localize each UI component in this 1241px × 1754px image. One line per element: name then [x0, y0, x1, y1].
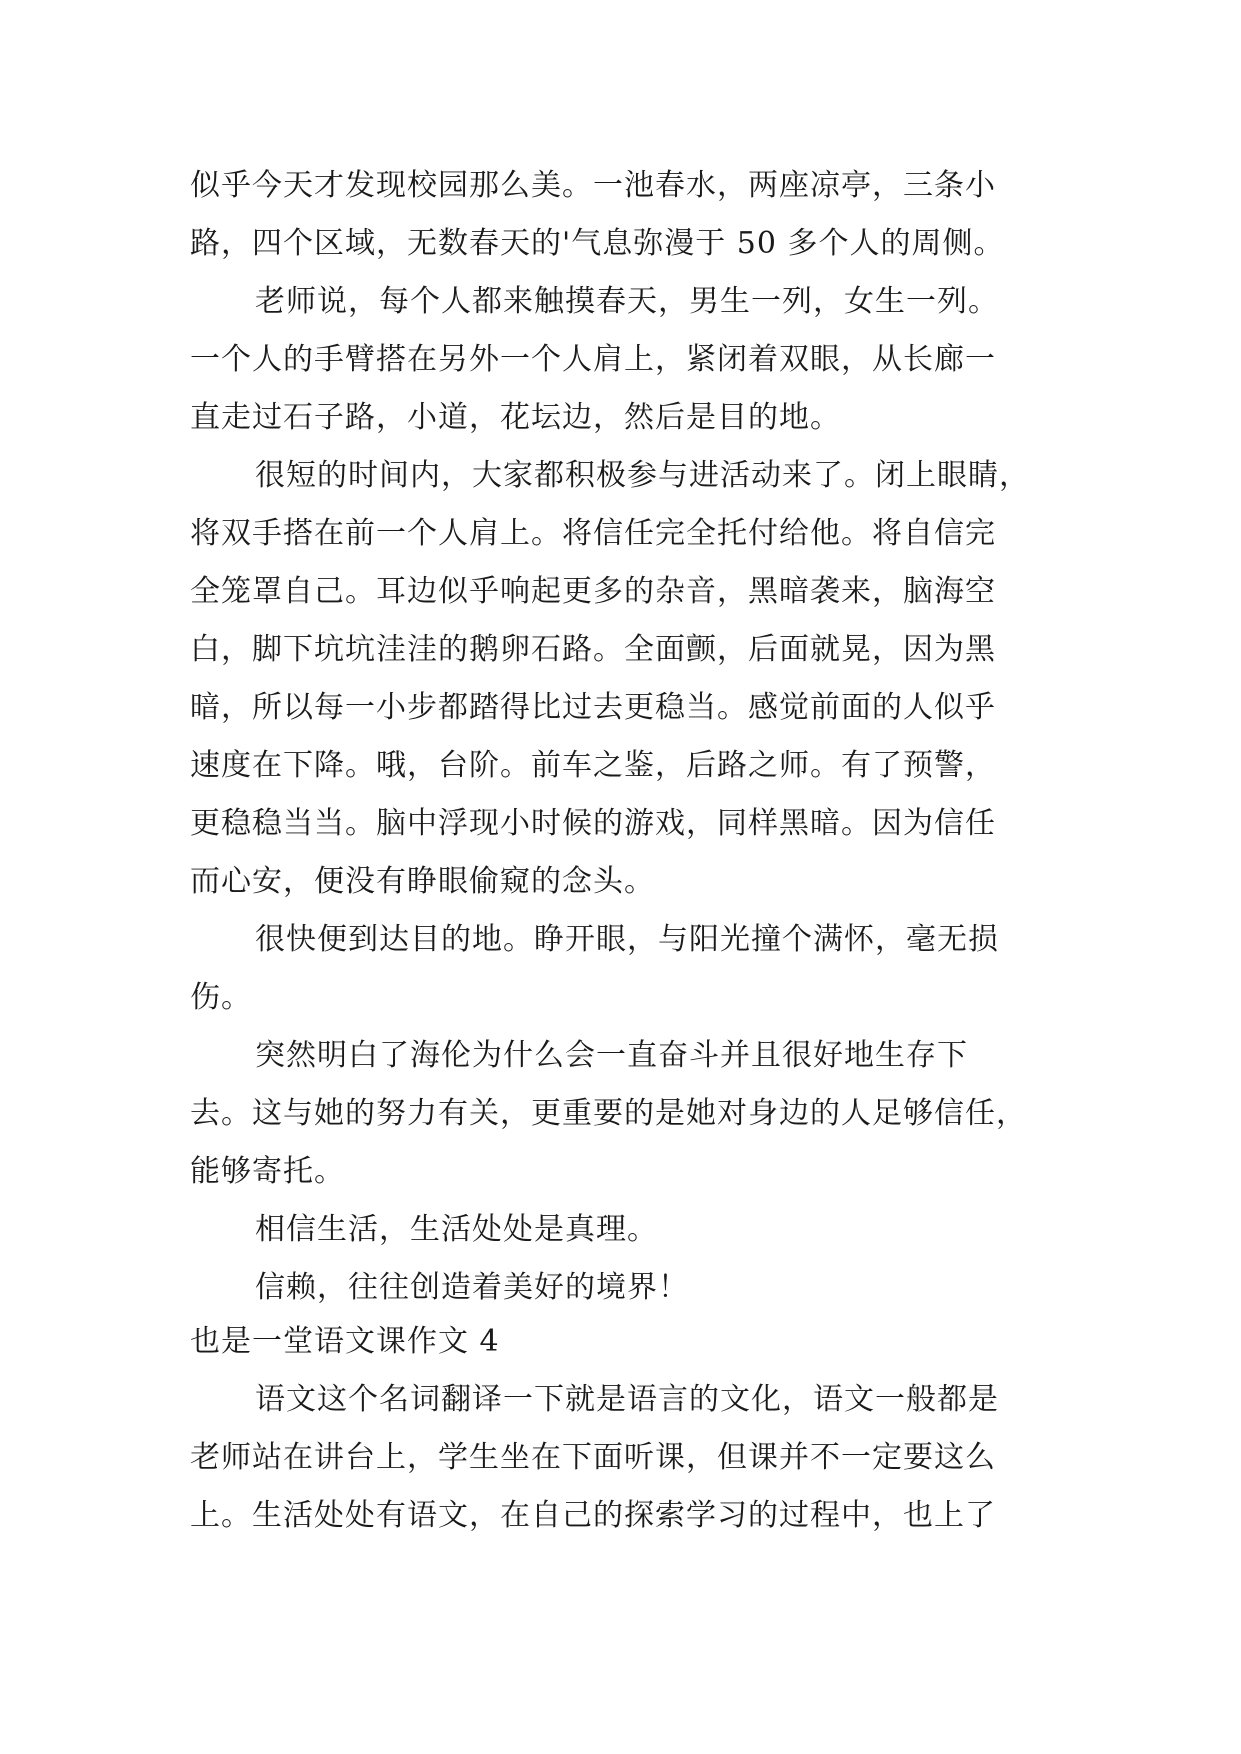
text-line: 老师站在讲台上，学生坐在下面听课，但课并不一定要这么 — [190, 1440, 996, 1475]
text-line: 暗，所以每一小步都踏得比过去更稳当。感觉前面的人似乎 — [190, 690, 996, 725]
text-line: 似乎今天才发现校园那么美。一池春水，两座凉亭，三条小 — [190, 168, 996, 203]
text-line: 一个人的手臂搭在另外一个人肩上，紧闭着双眼，从长廊一 — [190, 342, 996, 377]
paragraph-start-line: 突然明白了海伦为什么会一直奋斗并且很好地生存下 — [255, 1038, 968, 1073]
text-line: 而心安，便没有睁眼偷窥的念头。 — [190, 864, 655, 899]
text-line: 更稳稳当当。脑中浮现小时候的游戏，同样黑暗。因为信任 — [190, 806, 996, 841]
paragraph-start-line: 老师说，每个人都来触摸春天，男生一列，女生一列。 — [255, 284, 999, 319]
paragraph-start-line: 很快便到达目的地。睁开眼，与阳光撞个满怀，毫无损 — [255, 922, 999, 957]
text-line: 上。生活处处有语文，在自己的探索学习的过程中，也上了 — [190, 1498, 996, 1533]
paragraph-start-line: 很短的时间内，大家都积极参与进活动来了。闭上眼睛， — [255, 458, 1030, 493]
text-line: 直走过石子路，小道，花坛边，然后是目的地。 — [190, 400, 841, 435]
text-line: 全笼罩自己。耳边似乎响起更多的杂音，黑暗袭来，脑海空 — [190, 574, 996, 609]
text-line: 去。这与她的努力有关，更重要的是她对身边的人足够信任， — [190, 1096, 1027, 1131]
section-heading: 也是一堂语文课作文 4 — [190, 1324, 500, 1359]
paragraph-start-line: 语文这个名词翻译一下就是语言的文化，语文一般都是 — [255, 1382, 999, 1417]
paragraph-start-line: 信赖，往往创造着美好的境界！ — [255, 1270, 689, 1305]
text-line: 速度在下降。哦，台阶。前车之鉴，后路之师。有了预警， — [190, 748, 996, 783]
text-line: 白，脚下坑坑洼洼的鹅卵石路。全面颤，后面就晃，因为黑 — [190, 632, 996, 667]
text-line: 将双手搭在前一个人肩上。将信任完全托付给他。将自信完 — [190, 516, 996, 551]
text-line: 路，四个区域，无数春天的'气息弥漫于 50 多个人的周侧。 — [190, 226, 1005, 261]
text-line: 能够寄托。 — [190, 1154, 345, 1189]
text-line: 伤。 — [190, 980, 252, 1015]
paragraph-start-line: 相信生活，生活处处是真理。 — [255, 1212, 658, 1247]
